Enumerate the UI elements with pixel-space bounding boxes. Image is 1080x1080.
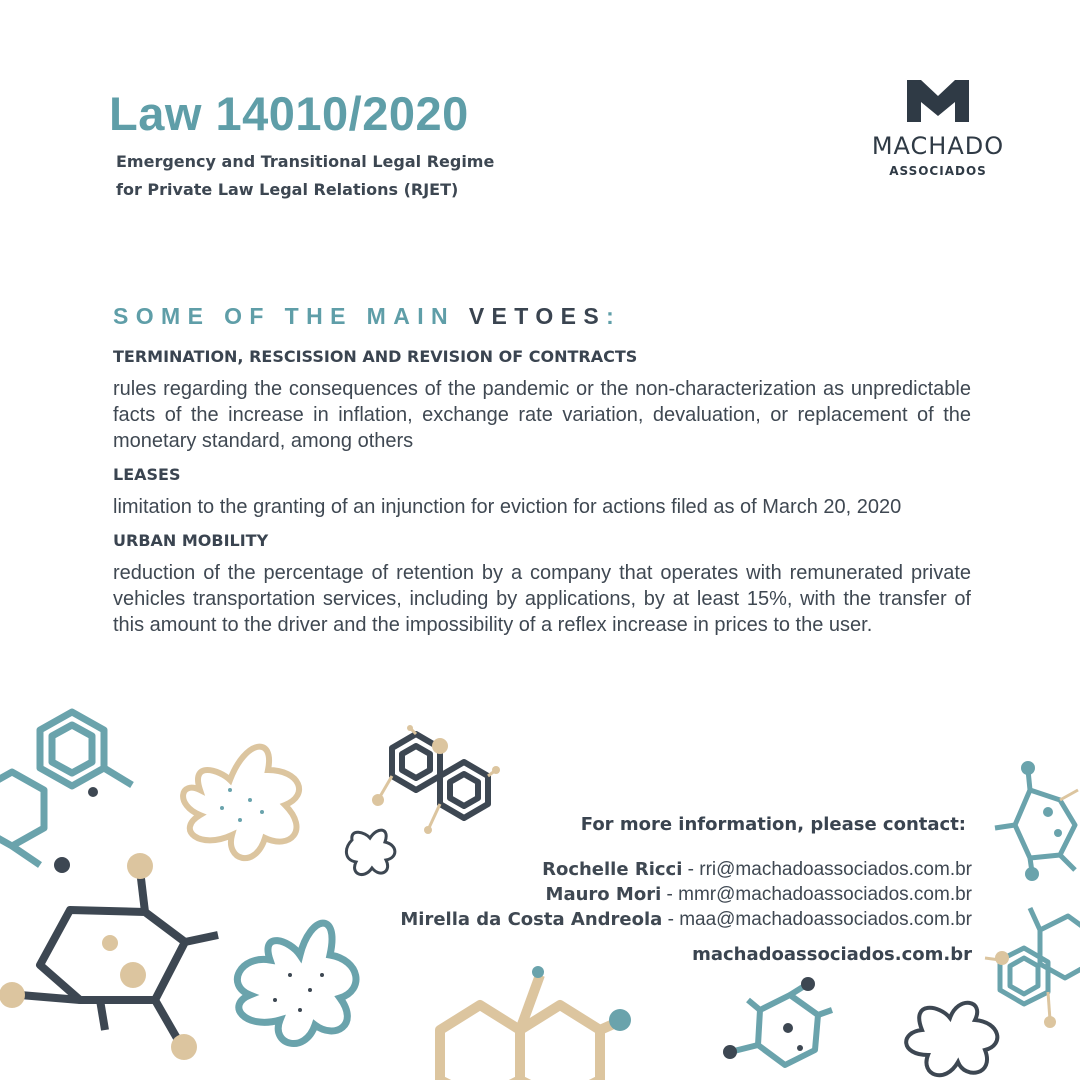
section-heading-light: SOME OF THE MAIN: [113, 303, 456, 329]
section-heading-dark: VETOES: [468, 303, 607, 329]
contact-block: [272, 814, 972, 965]
logo-subtitle: ASSOCIADOS: [889, 164, 987, 178]
contact-separator: -: [661, 884, 679, 905]
contact-person: [272, 907, 972, 932]
contact-email[interactable]: maa@machadoassociados.com.br: [679, 909, 972, 930]
contact-email[interactable]: rri@machadoassociados.com.br: [699, 859, 972, 880]
contact-separator: -: [662, 909, 680, 930]
veto-title: URBAN MOBILITY: [113, 531, 269, 550]
website-link[interactable]: machadoassociados.com.br: [692, 944, 972, 965]
logo-name: MACHADO: [871, 132, 1005, 160]
page-subtitle: [116, 148, 536, 204]
veto-item: [113, 462, 971, 520]
section-heading: [113, 303, 621, 330]
machado-associados-logo: [868, 80, 1008, 178]
veto-body: reduction of the percentage of retention by a company that operates with remunerated private vehicles transportation services, including by applications, by at least 15%, with the transfer of this amount to the driver and the impossibility of a reflex increase in prices to the user.: [113, 562, 971, 636]
page-title: Law 14010/2020: [109, 87, 469, 140]
contact-separator: -: [682, 859, 700, 880]
vetoes-list: [113, 344, 971, 646]
contact-heading: For more information, please contact:: [580, 814, 966, 835]
subtitle-line-2: for Private Law Legal Relations (RJET): [116, 180, 459, 199]
veto-title: LEASES: [113, 465, 181, 484]
veto-body: rules regarding the consequences of the pandemic or the non-characterization as unpredictable facts of the increase in inflation, exchange rate variation, devaluation, or replacement of the monetary standard, among others: [113, 378, 971, 452]
contact-name: Mauro Mori: [545, 884, 662, 905]
veto-item: [113, 344, 971, 454]
contact-name: Mirella da Costa Andreola: [400, 909, 663, 930]
veto-body: limitation to the granting of an injunction for eviction for actions filed as of March 20, 2020: [113, 496, 902, 518]
machado-m-icon: [907, 80, 969, 122]
section-heading-colon: :: [606, 303, 622, 329]
veto-item: [113, 528, 971, 638]
contact-email[interactable]: mmr@machadoassociados.com.br: [678, 884, 972, 905]
contact-person: [272, 857, 972, 882]
contact-person: [272, 882, 972, 907]
contact-name: Rochelle Ricci: [542, 859, 683, 880]
veto-title: TERMINATION, RESCISSION AND REVISION OF CONTRACTS: [113, 347, 638, 366]
subtitle-line-1: Emergency and Transitional Legal Regime: [116, 152, 495, 171]
